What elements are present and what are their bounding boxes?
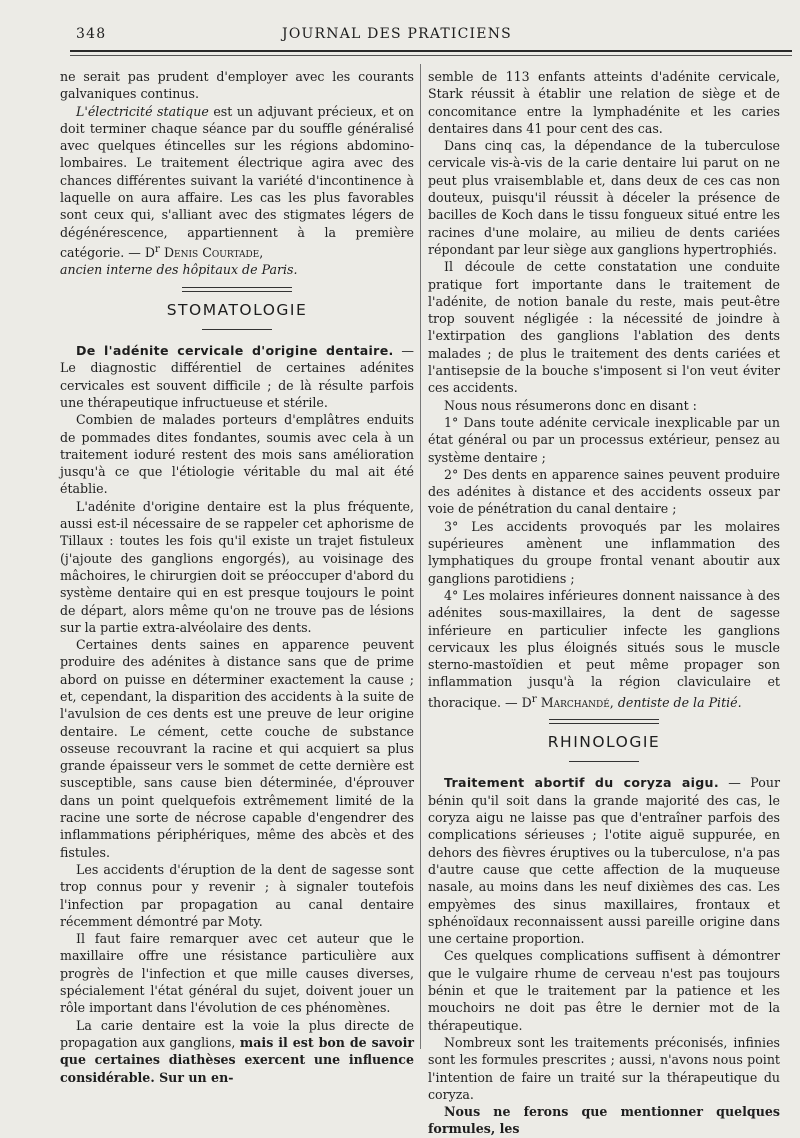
author-affiliation: ancien interne des hôpitaux de Paris. bbox=[60, 262, 298, 278]
paragraph-text: — Pour bénin qu'il soit dans la grande majorité des cas, le coryza aigu ne laisse pas que d'entraîner parfois des complications sérieuses ; l'otite aiguë suppurée, en dehors des fièvres éruptives ou la tuberculose, n'a pas d'autre cause que cette affection de la muqueuse nasale, au moins dans les neuf dixièmes des cas. Les empyèmes des sinus maxillaires, frontaux et sphénoïdaux reconnaissent aussi pareille origine dans une certaine proportion. bbox=[428, 775, 780, 947]
author-name: Marchandé, bbox=[536, 694, 614, 710]
left-column bbox=[60, 68, 414, 1086]
section-title-rhinologie: RHINOLOGIE bbox=[547, 733, 661, 752]
journal-title: JOURNAL DES PRATICIENS bbox=[282, 26, 512, 42]
running-head bbox=[74, 26, 780, 46]
section-title-underline bbox=[202, 329, 272, 330]
paragraph-text: La carie dentaire est la voie la plus directe de propagation aux ganglions, bbox=[60, 1017, 414, 1050]
header-rule-thin bbox=[70, 55, 792, 56]
superscript: r bbox=[531, 692, 537, 705]
paragraph-text: 4° Les molaires inférieures donnent naissance à des adénites sous-maxillaires, la dent de sagesse inférieure en particulier infecte les ganglions cervicaux les plus éloignés situés sous le muscle sterno-mastoïdien et peut même propager son inflammation jusqu'à la région claviculaire et thoracique. — D bbox=[428, 587, 780, 710]
paragraph bbox=[60, 103, 414, 279]
section-title-stomatologie: STOMATOLOGIE bbox=[166, 300, 308, 319]
author-affiliation: dentiste de la Pitié. bbox=[617, 694, 742, 710]
article-lead: Traitement abortif du coryza aigu. bbox=[444, 775, 719, 791]
paragraph bbox=[428, 774, 780, 947]
paragraph: Les accidents d'éruption de la dent de sagesse sont trop connus pour y revenir ; à signaler toutefois l'infection par propagation au canal dentaire récemment démontré par Moty. bbox=[60, 861, 414, 929]
list-item: 1° Dans toute adénite cervicale inexplicable par un état général ou par un processus extérieur, pensez au système dentaire ; bbox=[428, 414, 780, 465]
paragraph: semble de 113 enfants atteints d'adénite cervicale, Stark réussit à établir une relation de siège et de concomitance entre la lymphadénite et les caries dentaires dans 41 pour cent des cas. bbox=[428, 69, 780, 136]
article-lead: De l'adénite cervicale d'origine dentaire. bbox=[76, 343, 394, 359]
paragraph bbox=[428, 1103, 780, 1138]
bold-text: Nous ne ferons que mentionner quelques formules, les bbox=[428, 1104, 780, 1137]
section-separator bbox=[549, 719, 659, 724]
paragraph: Combien de malades porteurs d'emplâtres enduits de pommades dites fondantes, soumis avec cela à un traitement ioduré restent des mois sans amélioration jusqu'à ce que l'étiologie véritable du mal ait été établie. bbox=[60, 412, 414, 497]
paragraph: Ces quelques complications suffisent à démontrer que le vulgaire rhume de cerveau n'est pas toujours bénin et que le traitement par la patience et les mouchoirs ne doit pas être le dernier mot de la thérapeutique. bbox=[428, 948, 780, 1033]
paragraph-text: est un adjuvant précieux, et on doit terminer chaque séance par du souffle généralisé avec quelques étincelles sur les régions abdomino-lombaires. Le traitement électrique agira avec des chances différentes suivant la variété d'incontinence à laquelle on aura affaire. Les cas les plus favorables sont ceux qui, s'alliant avec des stigmates légers de dégénérescence, appartiennent à la première catégorie. — D bbox=[60, 103, 415, 261]
paragraph: L'adénite d'origine dentaire est la plus fréquente, aussi est-il nécessaire de se rappeler cet aphorisme de Tillaux : toutes les fois qu'il existe un trajet fistuleux (j'ajoute des ganglions engorgés), au voisinage des mâchoires, le chirurgien doit se préoccuper d'abord du système dentaire qui en est presque toujours le point de départ, alors même qu'on ne trouve pas de lésions sur la partie extra-alvéolaire des dents. bbox=[60, 498, 414, 635]
list-item: 3° Les accidents provoqués par les molaires supérieures amènent une inflammation des lymphatiques du groupe frontal venant aboutir aux ganglions parotidiens ; bbox=[428, 518, 780, 586]
paragraph bbox=[60, 1017, 414, 1086]
list-item: 2° Des dents en apparence saines peuvent produire des adénites à distance et des accidents osseux par voie de pénétration du canal dentaire ; bbox=[428, 466, 780, 517]
paragraph: Nombreux sont les traitements préconisés, infinies sont les formules prescrites ; aussi, n'avons nous point l'intention de faire un traité sur la thérapeutique du coryza. bbox=[428, 1034, 780, 1102]
page-number: 348 bbox=[76, 26, 107, 42]
column-divider bbox=[420, 64, 421, 1049]
paragraph: Dans cinq cas, la dépendance de la tuberculose cervicale vis-à-vis de la carie dentaire lui parut on ne peut plus vraisemblable et, dans deux de ces cas non douteux, puisqu'il réussit à déceler la présence de bacilles de Koch dans le tissu fongueux situé entre les racines d'une molaire, au milieu de dents cariées répondant par leur siège aux ganglions hypertrophiés. bbox=[428, 138, 780, 257]
right-column bbox=[428, 68, 780, 1138]
paragraph bbox=[60, 342, 414, 411]
paragraph: Il découle de cette constatation une conduite pratique fort importante dans le traitement de l'adénite, de notion banale du reste, mais peut-être trop souvent négligée : la nécessité de joindre à l'extirpation des ganglions l'ablation des dents malades ; de plus le traitement des dents cariées et l'antisepsie de la bouche s'imposent si l'on veut éviter ces accidents. bbox=[428, 259, 780, 396]
author-name: Denis Courtade, bbox=[159, 245, 264, 261]
paragraph-text: — Le diagnostic différentiel de certaines adénites cervicales est souvent difficile ; de là résulte parfois une thérapeutique infructueuse et stérile. bbox=[60, 343, 414, 410]
superscript: r bbox=[154, 242, 160, 255]
section-title-underline bbox=[569, 761, 639, 762]
paragraph: Certaines dents saines en apparence peuvent produire des adénites à distance sans que de prime abord on puisse en déterminer exactement la cause ; et, cependant, la disparition des accidents à la suite de l'avulsion de ces dents est une preuve de leur origine dentaire. Le cément, cette couche de substance osseuse recouvrant la racine et qui acquiert sa plus grande épaisseur vers le sommet de cette dernière est susceptible, sans cause bien déterminée, d'éprouver dans un point quelquefois extrêmement limité de la racine une sorte de nécrose capable d'engendrer des inflammations périphériques, même des abcès et des fistules. bbox=[60, 637, 414, 860]
bold-text: mais il est bon de savoir que certaines diathèses exercent une influence considérable. Sur un en- bbox=[60, 1034, 414, 1085]
paragraph: Nous nous résumerons donc en disant : bbox=[444, 397, 697, 413]
list-item bbox=[428, 587, 780, 711]
header-rule bbox=[70, 50, 792, 52]
section-separator bbox=[182, 287, 292, 292]
paragraph: ne serait pas prudent d'employer avec les courants galvaniques continus. bbox=[60, 69, 414, 102]
paragraph: Il faut faire remarquer avec cet auteur que le maxillaire offre une résistance particulière aux progrès de l'infection et que mille causes diverses, spécialement l'état général du sujet, doivent jouer un rôle important dans l'évolution de ces phénomènes. bbox=[60, 931, 414, 1016]
italic-term: L'électricité statique bbox=[76, 103, 209, 119]
